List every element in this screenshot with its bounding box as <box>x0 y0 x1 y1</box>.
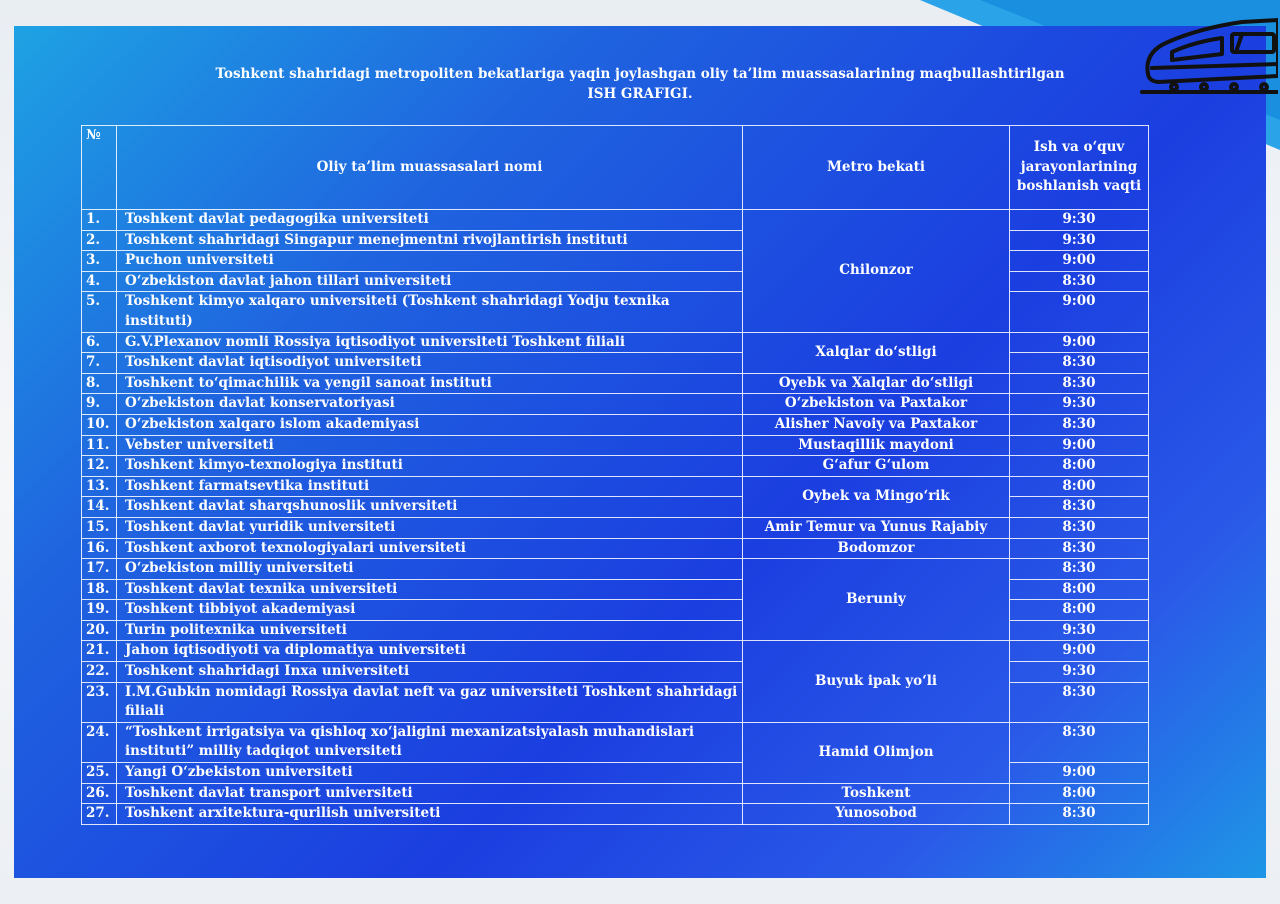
start-time: 8:00 <box>1010 579 1149 600</box>
row-number: 21. <box>82 641 117 662</box>
metro-station: Oyebk va Xalqlar do‘stligi <box>743 373 1010 394</box>
institution-name: O‘zbekiston davlat konservatoriyasi <box>117 394 743 415</box>
start-time: 9:30 <box>1010 662 1149 683</box>
institution-name: Toshkent kimyo xalqaro universiteti (Toshkent shahridagi Yodju texnika instituti) <box>117 292 743 332</box>
start-time: 8:30 <box>1010 414 1149 435</box>
table-row <box>82 394 1149 415</box>
metro-station: Amir Temur va Yunus Rajabiy <box>743 517 1010 538</box>
metro-station: Toshkent <box>743 783 1010 804</box>
institution-name: Toshkent to‘qimachilik va yengil sanoat instituti <box>117 373 743 394</box>
row-number: 27. <box>82 804 117 825</box>
row-number: 1. <box>82 210 117 231</box>
institution-name: Toshkent arxitektura-qurilish universiteti <box>117 804 743 825</box>
table-row <box>82 722 1149 762</box>
start-time: 8:30 <box>1010 373 1149 394</box>
institution-name: Toshkent kimyo-texnologiya instituti <box>117 456 743 477</box>
row-number: 15. <box>82 517 117 538</box>
table-row <box>82 476 1149 497</box>
start-time: 9:30 <box>1010 210 1149 231</box>
institution-name: Toshkent davlat pedagogika universiteti <box>117 210 743 231</box>
row-number: 11. <box>82 435 117 456</box>
metro-station: Buyuk ipak yo‘li <box>743 641 1010 722</box>
institution-name: Toshkent axborot texnologiyalari universiteti <box>117 538 743 559</box>
institution-name: “Toshkent irrigatsiya va qishloq xo‘jaligini mexanizatsiyalash muhandislari instituti” milliy tadqiqot universiteti <box>117 722 743 762</box>
row-number: 24. <box>82 722 117 762</box>
start-time: 8:30 <box>1010 722 1149 762</box>
row-number: 3. <box>82 251 117 272</box>
start-time: 9:00 <box>1010 435 1149 456</box>
start-time: 8:30 <box>1010 682 1149 722</box>
table-row <box>82 517 1149 538</box>
table-row <box>82 538 1149 559</box>
institution-name: Toshkent davlat texnika universiteti <box>117 579 743 600</box>
start-time: 9:30 <box>1010 620 1149 641</box>
institution-name: Yangi O‘zbekiston universiteti <box>117 763 743 784</box>
metro-station: Yunosobod <box>743 804 1010 825</box>
row-number: 26. <box>82 783 117 804</box>
start-time: 8:00 <box>1010 600 1149 621</box>
table-row <box>82 559 1149 580</box>
start-time: 8:30 <box>1010 353 1149 374</box>
row-number: 25. <box>82 763 117 784</box>
table-row <box>82 783 1149 804</box>
metro-station: Hamid Olimjon <box>743 722 1010 783</box>
row-number: 18. <box>82 579 117 600</box>
start-time: 9:00 <box>1010 332 1149 353</box>
institution-name: Toshkent shahridagi Singapur menejmentni rivojlantirish instituti <box>117 230 743 251</box>
header-number: № <box>82 126 117 210</box>
metro-station: Oybek va Mingo‘rik <box>743 476 1010 517</box>
institution-name: Turin politexnika universiteti <box>117 620 743 641</box>
start-time: 9:30 <box>1010 394 1149 415</box>
table-row <box>82 332 1149 353</box>
page-title <box>0 64 1280 104</box>
metro-station: Mustaqillik maydoni <box>743 435 1010 456</box>
row-number: 6. <box>82 332 117 353</box>
row-number: 5. <box>82 292 117 332</box>
metro-station: Bodomzor <box>743 538 1010 559</box>
institution-name: O‘zbekiston milliy universiteti <box>117 559 743 580</box>
institution-name: O‘zbekiston xalqaro islom akademiyasi <box>117 414 743 435</box>
start-time: 8:30 <box>1010 497 1149 518</box>
row-number: 23. <box>82 682 117 722</box>
institution-name: Toshkent tibbiyot akademiyasi <box>117 600 743 621</box>
row-number: 7. <box>82 353 117 374</box>
schedule-table <box>81 125 1149 825</box>
start-time: 8:30 <box>1010 538 1149 559</box>
row-number: 10. <box>82 414 117 435</box>
table-row <box>82 641 1149 662</box>
table-header-row <box>82 126 1149 210</box>
row-number: 4. <box>82 271 117 292</box>
row-number: 8. <box>82 373 117 394</box>
start-time: 9:00 <box>1010 641 1149 662</box>
row-number: 19. <box>82 600 117 621</box>
institution-name: Toshkent davlat transport universiteti <box>117 783 743 804</box>
start-time: 8:30 <box>1010 804 1149 825</box>
institution-name: G.V.Plexanov nomli Rossiya iqtisodiyot universiteti Toshkent filiali <box>117 332 743 353</box>
row-number: 13. <box>82 476 117 497</box>
start-time: 8:30 <box>1010 271 1149 292</box>
start-time: 8:00 <box>1010 783 1149 804</box>
institution-name: Vebster universiteti <box>117 435 743 456</box>
row-number: 22. <box>82 662 117 683</box>
start-time: 8:00 <box>1010 456 1149 477</box>
institution-name: O‘zbekiston davlat jahon tillari universiteti <box>117 271 743 292</box>
institution-name: Toshkent davlat sharqshunoslik universiteti <box>117 497 743 518</box>
row-number: 2. <box>82 230 117 251</box>
start-time: 8:30 <box>1010 517 1149 538</box>
row-number: 17. <box>82 559 117 580</box>
table-row <box>82 210 1149 231</box>
header-start-time: Ish va o‘quv jarayonlarining boshlanish vaqti <box>1010 126 1149 210</box>
metro-station: O‘zbekiston va Paxtakor <box>743 394 1010 415</box>
row-number: 14. <box>82 497 117 518</box>
metro-station: G‘afur G‘ulom <box>743 456 1010 477</box>
institution-name: Toshkent shahridagi Inxa universiteti <box>117 662 743 683</box>
institution-name: I.M.Gubkin nomidagi Rossiya davlat neft va gaz universiteti Toshkent shahridagi filiali <box>117 682 743 722</box>
table-row <box>82 373 1149 394</box>
start-time: 8:30 <box>1010 559 1149 580</box>
institution-name: Toshkent davlat yuridik universiteti <box>117 517 743 538</box>
institution-name: Puchon universiteti <box>117 251 743 272</box>
row-number: 20. <box>82 620 117 641</box>
metro-station: Beruniy <box>743 559 1010 641</box>
metro-station: Chilonzor <box>743 210 1010 333</box>
table-row <box>82 456 1149 477</box>
institution-name: Toshkent davlat iqtisodiyot universiteti <box>117 353 743 374</box>
header-metro-station: Metro bekati <box>743 126 1010 210</box>
start-time: 8:00 <box>1010 476 1149 497</box>
metro-station: Xalqlar do‘stligi <box>743 332 1010 373</box>
table-row <box>82 435 1149 456</box>
start-time: 9:00 <box>1010 763 1149 784</box>
row-number: 9. <box>82 394 117 415</box>
title-line-1: Toshkent shahridagi metropoliten bekatlariga yaqin joylashgan oliy ta’lim muassasalarining maqbullashtirilgan <box>215 66 1065 82</box>
row-number: 12. <box>82 456 117 477</box>
row-number: 16. <box>82 538 117 559</box>
start-time: 9:00 <box>1010 292 1149 332</box>
institution-name: Toshkent farmatsevtika instituti <box>117 476 743 497</box>
header-institution-name: Oliy ta’lim muassasalari nomi <box>117 126 743 210</box>
institution-name: Jahon iqtisodiyoti va diplomatiya universiteti <box>117 641 743 662</box>
start-time: 9:00 <box>1010 251 1149 272</box>
table-row <box>82 414 1149 435</box>
start-time: 9:30 <box>1010 230 1149 251</box>
title-line-2: ISH GRAFIGI. <box>587 86 693 102</box>
metro-station: Alisher Navoiy va Paxtakor <box>743 414 1010 435</box>
table-row <box>82 804 1149 825</box>
